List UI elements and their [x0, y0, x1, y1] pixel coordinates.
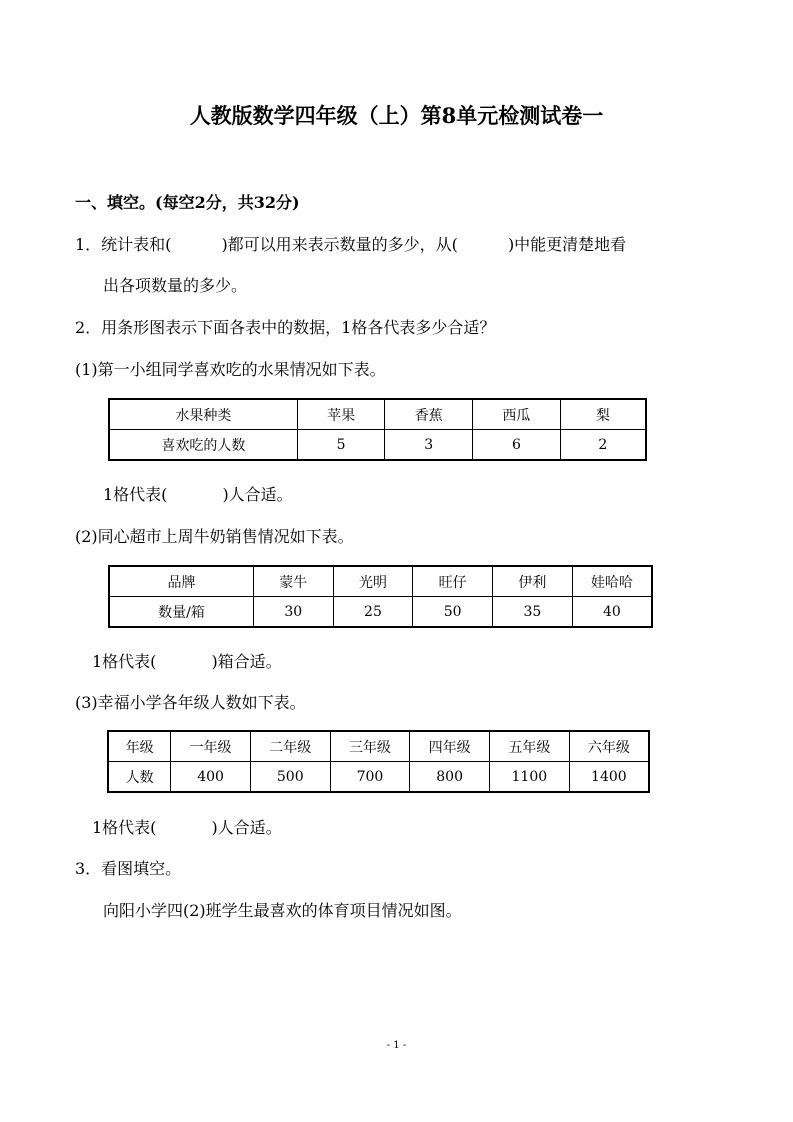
table-header-row	[109, 399, 646, 430]
table-cell: 3	[385, 430, 473, 461]
subquestion-2-label: (2)同心超市上周牛奶销售情况如下表。	[75, 527, 354, 546]
table-cell: 35	[493, 597, 573, 628]
q1-text-b: )都可以用来表示数量的多少，从(	[221, 235, 458, 254]
table-row	[108, 762, 649, 793]
subquestion-2-answer	[92, 649, 282, 672]
question-3-text: 向阳小学四(2)班学生最喜欢的体育项目情况如图。	[103, 901, 462, 920]
table-cell: 1400	[569, 762, 649, 793]
answer-prefix: 1格代表(	[103, 485, 168, 504]
section-heading: 一、填空。(每空2分，共32分)	[75, 193, 300, 212]
table-cell: 500	[250, 762, 330, 793]
answer-suffix: )人合适。	[211, 818, 282, 837]
table-cell: 6	[473, 430, 561, 461]
table-cell: 25	[333, 597, 413, 628]
table-cell: 二年级	[250, 731, 330, 762]
table-cell: 娃哈哈	[572, 566, 652, 597]
table-cell: 数量/箱	[109, 597, 253, 628]
grade-population-table	[107, 730, 650, 793]
table-cell: 伊利	[493, 566, 573, 597]
question-2-intro: 2．用条形图表示下面各表中的数据，1格各代表多少合适？	[75, 318, 496, 337]
table-cell: 年级	[108, 731, 171, 762]
q1-text-a: 1．统计表和(	[75, 235, 172, 254]
table-cell: 四年级	[410, 731, 490, 762]
table-cell: 水果种类	[109, 399, 297, 430]
question-1-line-2: 出各项数量的多少。	[103, 276, 248, 295]
table-cell: 400	[171, 762, 251, 793]
table-cell: 光明	[333, 566, 413, 597]
milk-sales-table	[108, 565, 653, 628]
table-row	[109, 597, 652, 628]
table-cell: 一年级	[171, 731, 251, 762]
table-cell: 苹果	[297, 399, 385, 430]
table-cell: 西瓜	[473, 399, 561, 430]
table-row	[109, 430, 646, 461]
question-1-line-1	[75, 232, 626, 255]
q1-text-c: )中能更清楚地看	[507, 235, 627, 254]
table-cell: 40	[572, 597, 652, 628]
table-cell: 香蕉	[385, 399, 473, 430]
table-cell: 五年级	[489, 731, 569, 762]
table-cell: 旺仔	[413, 566, 493, 597]
answer-prefix: 1格代表(	[92, 818, 157, 837]
table-cell: 5	[297, 430, 385, 461]
table-cell: 喜欢吃的人数	[109, 430, 297, 461]
page-number: - 1 -	[386, 1040, 407, 1051]
table-cell: 蒙牛	[253, 566, 333, 597]
subquestion-1-label: (1)第一小组同学喜欢吃的水果情况如下表。	[75, 360, 386, 379]
page-title: 人教版数学四年级（上）第8单元检测试卷一	[189, 103, 604, 128]
subquestion-1-answer	[103, 482, 293, 505]
table-cell: 50	[413, 597, 493, 628]
table-cell: 1100	[489, 762, 569, 793]
table-cell: 梨	[560, 399, 646, 430]
table-header-row	[108, 731, 649, 762]
fruit-table	[108, 398, 647, 461]
table-cell: 30	[253, 597, 333, 628]
subquestion-3-answer	[92, 815, 282, 838]
table-cell: 三年级	[330, 731, 410, 762]
table-cell: 六年级	[569, 731, 649, 762]
table-header-row	[109, 566, 652, 597]
table-cell: 人数	[108, 762, 171, 793]
answer-prefix: 1格代表(	[92, 652, 157, 671]
table-cell: 2	[560, 430, 646, 461]
table-cell: 700	[330, 762, 410, 793]
subquestion-3-label: (3)幸福小学各年级人数如下表。	[75, 693, 306, 712]
table-cell: 品牌	[109, 566, 253, 597]
answer-suffix: )人合适。	[222, 485, 293, 504]
table-cell: 800	[410, 762, 490, 793]
question-3-intro: 3．看图填空。	[75, 859, 182, 878]
answer-suffix: )箱合适。	[211, 652, 282, 671]
